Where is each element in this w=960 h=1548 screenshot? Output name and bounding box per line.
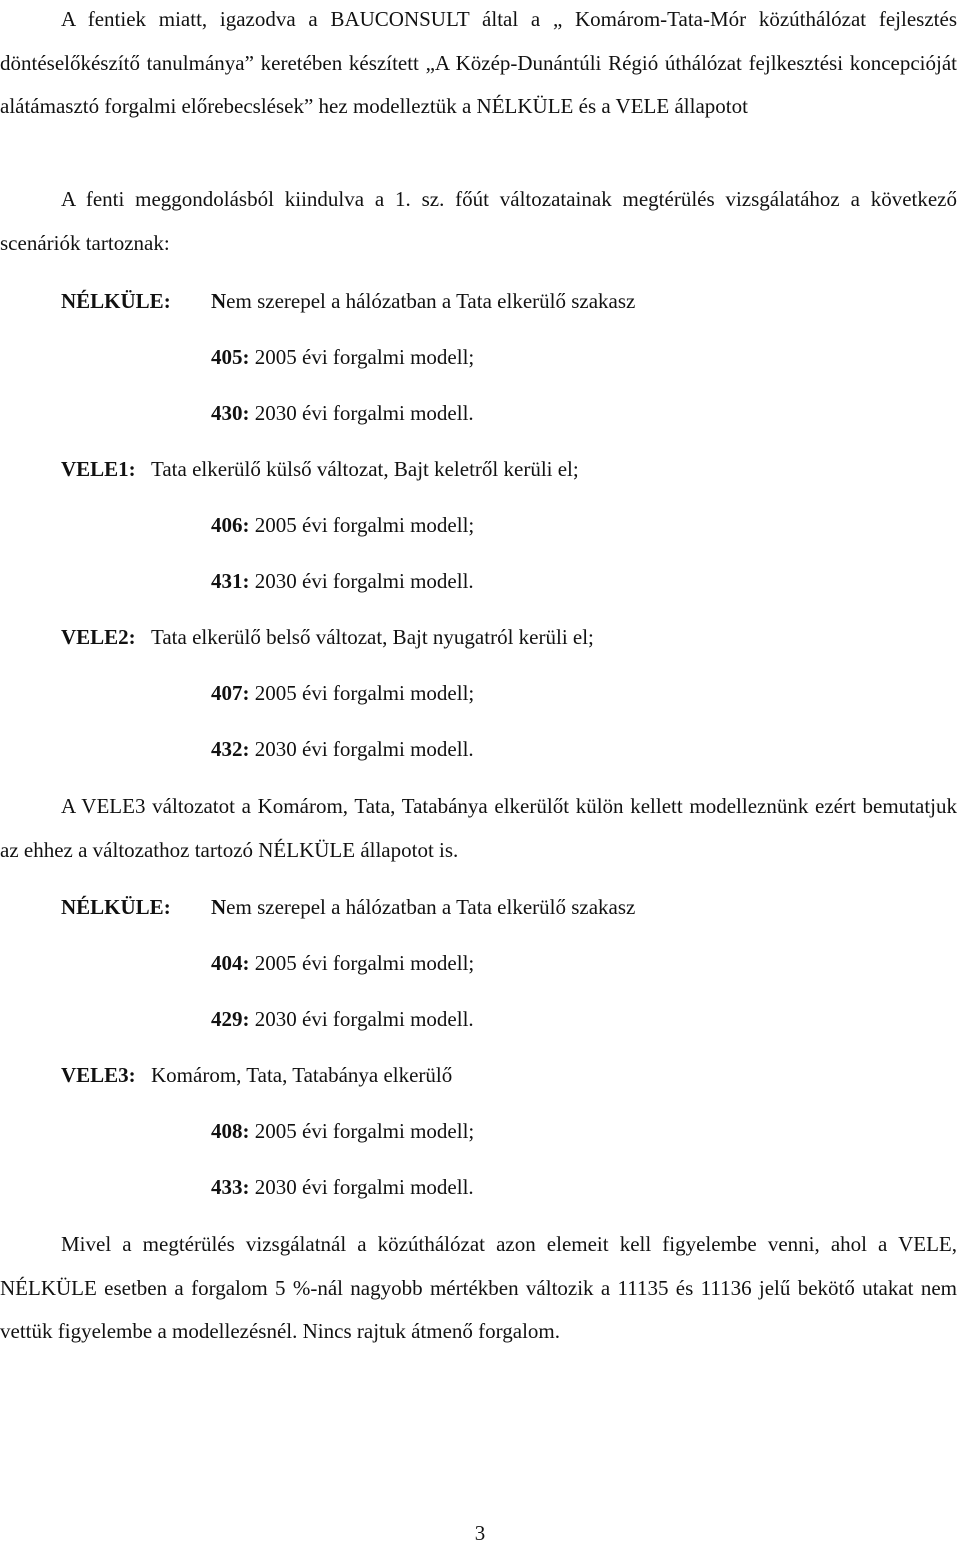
model-line — [211, 673, 474, 713]
model-code: 429: — [211, 1007, 250, 1031]
conclusion-paragraph: Mivel a megtérülés vizsgálatnál a közúthálózat azon elemeit kell figyelembe venni, ahol a VELE, NÉLKÜLE esetben a forgalom 5 %-nál nagyobb mértékben változik a 11135 és 11136 jelű bekötő utakat nem vettük figyelembe a modellezésnél. Nincs rajtuk átmenő forgalom. — [0, 1232, 957, 1343]
model-text: 2005 évi forgalmi modell; — [249, 1119, 475, 1143]
model-line — [211, 1111, 474, 1151]
scenario-description-text: Tata elkerülő belső változat, Bajt nyugatról kerüli el; — [151, 625, 594, 649]
scenario-description-text: em szerepel a hálózatban a Tata elkerülő szakasz — [226, 289, 636, 313]
scenario-description — [211, 887, 635, 927]
scenario-initial: N — [211, 289, 227, 313]
scenario-initial: N — [211, 895, 227, 919]
model-line — [211, 505, 474, 545]
scenario-label: VELE3: — [61, 1063, 136, 1087]
scenario-label: VELE2: — [61, 625, 136, 649]
model-text: 2030 évi forgalmi modell. — [249, 1007, 474, 1031]
page-number: 3 — [474, 1521, 486, 1545]
model-text: 2030 évi forgalmi modell. — [249, 401, 474, 425]
model-line — [211, 561, 474, 601]
model-line — [211, 1167, 474, 1207]
model-line — [211, 943, 474, 983]
model-text: 2030 évi forgalmi modell. — [249, 569, 474, 593]
model-code: 408: — [211, 1119, 250, 1143]
scenario-label: NÉLKÜLE: — [61, 289, 171, 313]
model-code: 433: — [211, 1175, 250, 1199]
model-line — [211, 393, 474, 433]
model-text: 2005 évi forgalmi modell; — [249, 513, 475, 537]
scenario-header — [61, 1055, 452, 1095]
model-code: 407: — [211, 681, 250, 705]
scenario-header — [61, 887, 635, 927]
model-code: 430: — [211, 401, 250, 425]
model-line — [211, 337, 474, 377]
scenario-header — [61, 281, 635, 321]
vele3-paragraph: A VELE3 változatot a Komárom, Tata, Tatabánya elkerülőt külön kellett modelleznünk ezért bemutatjuk az ehhez a változathoz tartozó NÉLKÜLE állapotot is. — [0, 794, 957, 862]
scenario-description — [151, 1055, 452, 1095]
intro-paragraph: A fentiek miatt, igazodva a BAUCONSULT által a „ Komárom-Tata-Mór közúthálózat fejlesztés döntéselőkészítő tanulmánya” keretében készített „A Közép-Dunántúli Régió úthálózat fejlkesztési koncepcióját alátámasztó forgalmi előrebecslések” hez modelleztük a NÉLKÜLE és a VELE állapotot — [0, 7, 957, 118]
model-text: 2030 évi forgalmi modell. — [249, 1175, 474, 1199]
model-code: 405: — [211, 345, 250, 369]
scenario-header — [61, 617, 594, 657]
model-code: 406: — [211, 513, 250, 537]
model-text: 2005 évi forgalmi modell; — [249, 345, 475, 369]
scenario-label: VELE1: — [61, 457, 136, 481]
model-text: 2005 évi forgalmi modell; — [249, 951, 475, 975]
scenario-description-text: Tata elkerülő külső változat, Bajt keletről kerüli el; — [151, 457, 579, 481]
model-text: 2030 évi forgalmi modell. — [249, 737, 474, 761]
scenario-description-text: em szerepel a hálózatban a Tata elkerülő szakasz — [226, 895, 636, 919]
model-code: 431: — [211, 569, 250, 593]
model-line — [211, 729, 474, 769]
model-code: 404: — [211, 951, 250, 975]
scenario-description-text: Komárom, Tata, Tatabánya elkerülő — [151, 1063, 453, 1087]
model-code: 432: — [211, 737, 250, 761]
scenario-description — [211, 281, 635, 321]
model-line — [211, 999, 474, 1039]
scenario-label: NÉLKÜLE: — [61, 895, 171, 919]
scenario-intro-paragraph: A fenti meggondolásból kiindulva a 1. sz. főút változatainak megtérülés vizsgálatához a következő scenáriók tartoznak: — [0, 187, 957, 255]
scenario-header — [61, 449, 579, 489]
model-text: 2005 évi forgalmi modell; — [249, 681, 475, 705]
scenario-description — [151, 449, 579, 489]
scenario-description — [151, 617, 594, 657]
